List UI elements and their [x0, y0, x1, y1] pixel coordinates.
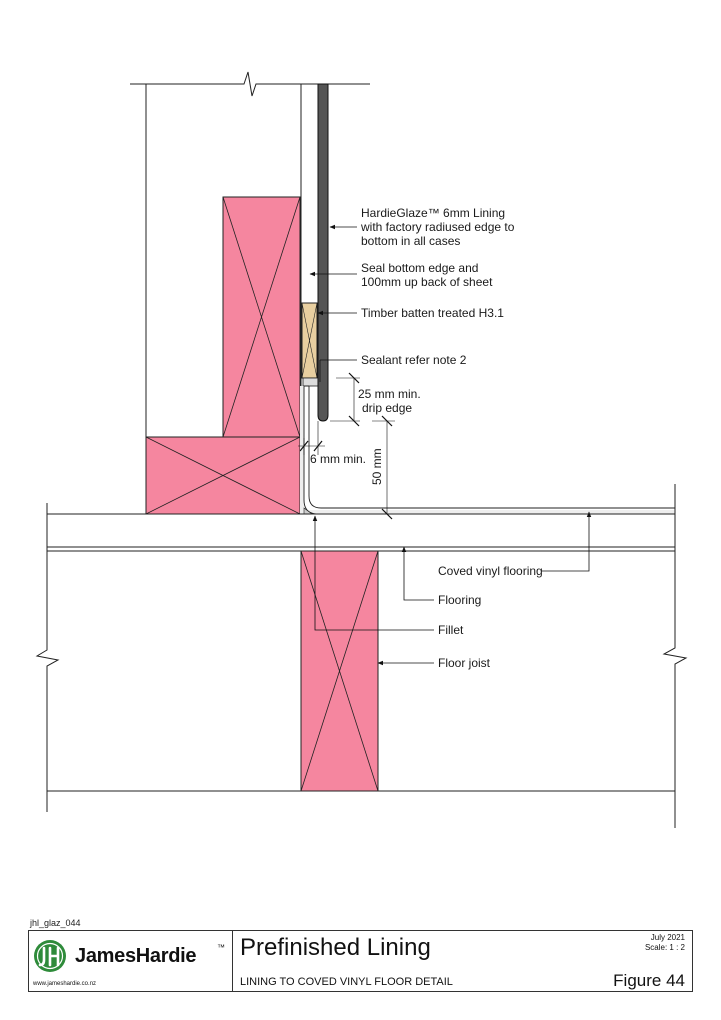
bottom-plate [146, 437, 300, 514]
dim-50-label: 50 mm [370, 448, 384, 485]
callout-flooring: Flooring [438, 593, 482, 607]
figure-number: Figure 44 [613, 971, 685, 990]
drawing-subtitle: LINING TO COVED VINYL FLOOR DETAIL [240, 976, 453, 988]
callout-coved-vinyl: Coved vinyl flooring [438, 564, 543, 578]
wall-stud [223, 197, 300, 437]
callout-fillet: Fillet [438, 623, 464, 637]
floor-joist [301, 551, 378, 791]
wall-break-line [130, 72, 370, 96]
drawing-title: Prefinished Lining [240, 934, 431, 961]
brand-name: JamesHardie [75, 945, 197, 967]
hardieglaze-lining-sheet [318, 84, 328, 421]
drawing-id: jhl_glaz_044 [30, 918, 81, 928]
callout-batten: Timber batten treated H3.1 [361, 306, 504, 320]
dim-gap-label: 6 mm min. [310, 452, 367, 466]
dim-drip-label: 25 mm min. drip edge [358, 387, 421, 415]
brand-trademark: ™ [217, 943, 225, 952]
jameshardie-logo-icon [33, 939, 67, 973]
callout-lining: HardieGlaze™ 6mm Lining with factory radiused edge to bottom in all cases [361, 206, 515, 248]
drawing-scale: Scale: 1 : 2 [644, 943, 685, 952]
callout-floor-joist: Floor joist [438, 656, 491, 670]
right-break-line [664, 484, 686, 828]
coved-vinyl-flooring [300, 386, 675, 514]
sealant-bead [303, 378, 318, 386]
coved-vinyl-outer [304, 386, 675, 514]
timber-batten [302, 303, 317, 378]
leader-flooring [404, 547, 434, 600]
callout-seal: Seal bottom edge and 100mm up back of sheet [361, 261, 493, 289]
title-block [28, 930, 693, 992]
leader-coved-vinyl [541, 512, 589, 571]
drawing-date: July 2021 [650, 933, 685, 942]
logo-cell [29, 931, 233, 991]
website-link[interactable]: www.jameshardie.co.nz [33, 981, 97, 987]
callout-sealant: Sealant refer note 2 [361, 353, 467, 367]
left-break-line [37, 503, 58, 812]
